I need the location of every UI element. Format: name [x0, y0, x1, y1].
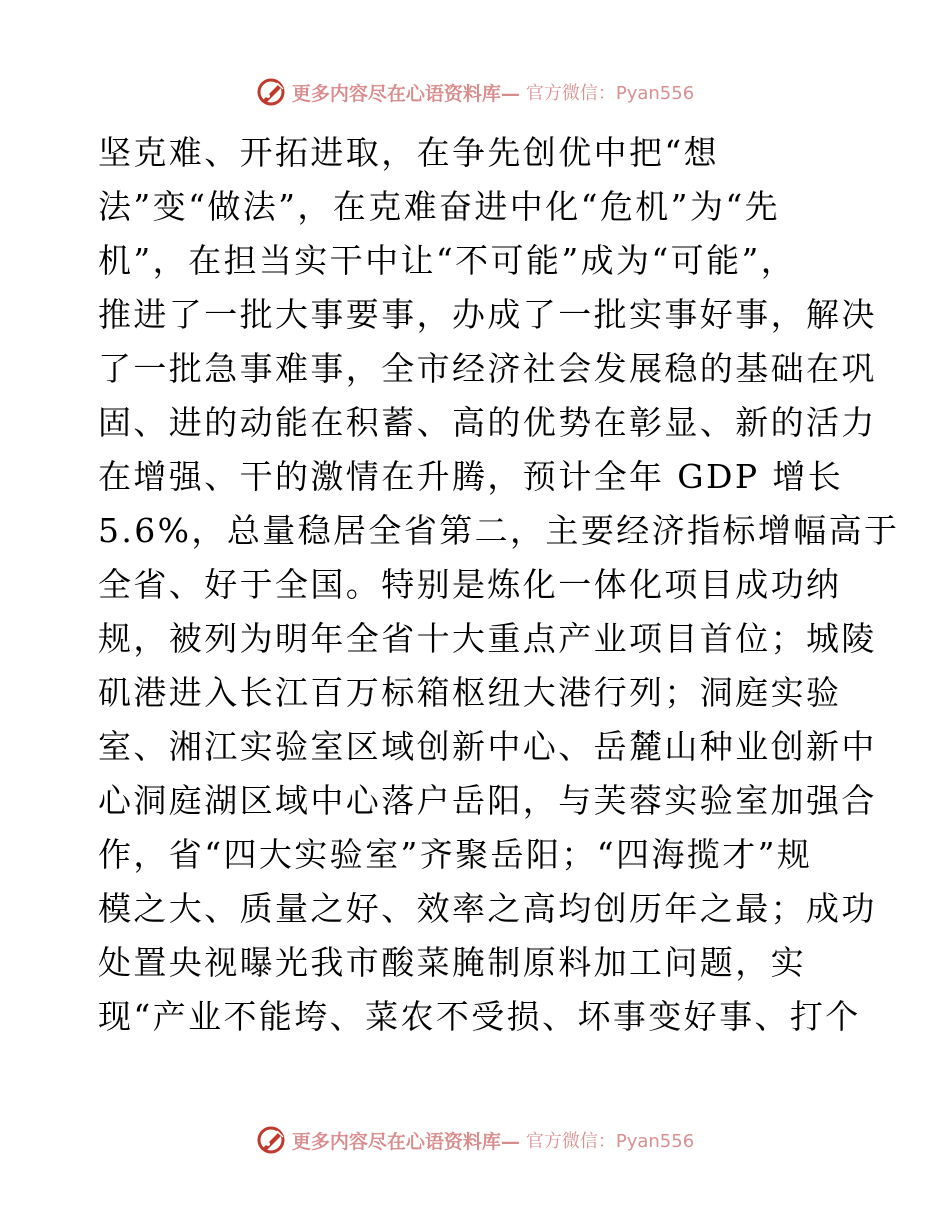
pen-logo-icon	[256, 1125, 286, 1155]
text-line: 全省、好于全国。特别是炼化一体化项目成功纳	[98, 565, 842, 604]
header-watermark	[0, 72, 950, 112]
text-line: 规，被列为明年全省十大重点产业项目首位；城陵	[98, 619, 877, 658]
text-line: 心洞庭湖区域中心落户岳阳，与芙蓉实验室加强合	[98, 781, 877, 820]
footer-watermark	[0, 1120, 950, 1160]
text-line: 法”变“做法”，在克难奋进中化“危机”为“先	[98, 187, 781, 226]
text-line: 推进了一批大事要事，办成了一批实事好事，解决	[98, 295, 877, 334]
text-line: 坚克难、开拓进取，在争先创优中把“想	[98, 133, 720, 172]
body-paragraph	[98, 126, 900, 1044]
watermark-content	[256, 77, 694, 107]
text-line: 现“产业不能垮、菜农不受损、坏事变好事、打个	[98, 997, 861, 1036]
text-line: 5.6%，总量稳居全省第二，主要经济指标增幅高于	[98, 511, 900, 550]
text-line: 处置央视曝光我市酸菜腌制原料加工问题，实	[98, 943, 806, 982]
watermark-main-text: 更多内容尽在心语资料库—	[291, 1130, 520, 1153]
pen-logo-icon	[256, 77, 286, 107]
text-line: 作，省“四大实验室”齐聚岳阳；“四海揽才”规	[98, 835, 813, 874]
text-line: 模之大、质量之好、效率之高均创历年之最；成功	[98, 889, 877, 928]
watermark-content	[256, 1125, 694, 1155]
text-line: 矶港进入长江百万标箱枢纽大港行列；洞庭实验	[98, 673, 842, 712]
text-line: 室、湘江实验室区域创新中心、岳麓山种业创新中	[98, 727, 877, 766]
text-line: 机”，在担当实干中让“不可能”成为“可能”，	[98, 241, 797, 280]
text-line: 了一批急事难事，全市经济社会发展稳的基础在巩	[98, 349, 877, 388]
watermark-wechat-text: 官方微信：Pyan556	[525, 1131, 695, 1152]
text-line: 在增强、干的激情在升腾，预计全年 GDP 增长	[98, 457, 844, 496]
watermark-wechat-text: 官方微信：Pyan556	[525, 83, 695, 104]
watermark-main-text: 更多内容尽在心语资料库—	[291, 82, 520, 105]
text-line: 固、进的动能在积蓄、高的优势在彰显、新的活力	[98, 403, 877, 442]
